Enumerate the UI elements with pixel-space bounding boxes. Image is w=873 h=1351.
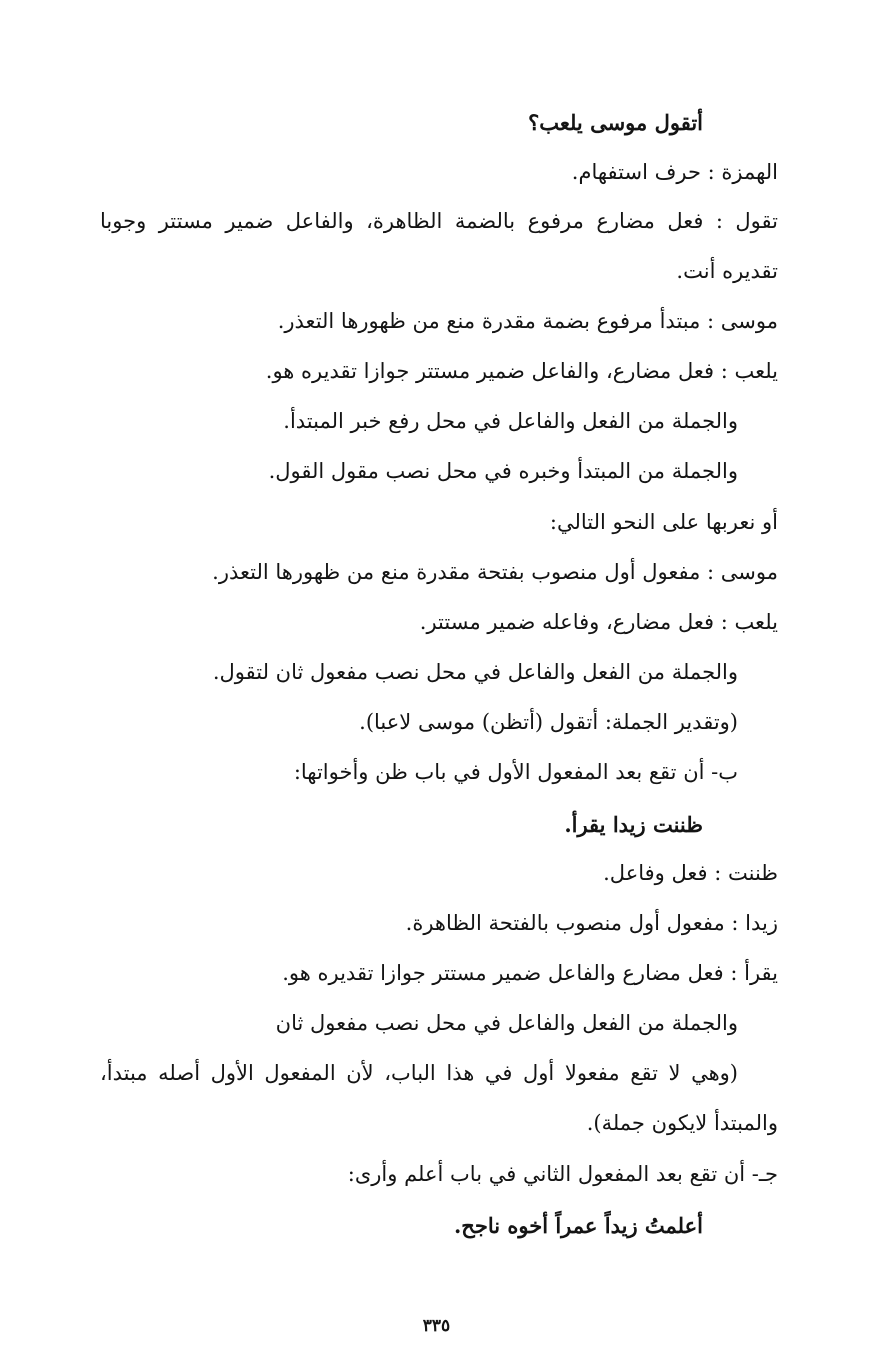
text-line: والمبتدأ لايكون جملة).	[586, 1111, 778, 1135]
text-line: الهمزة : حرف استفهام.	[571, 160, 778, 184]
text-line: موسى : مفعول أول منصوب بفتحة مقدرة منع من ظهورها التعذر.	[212, 560, 778, 584]
page-number: ٣٣٥	[422, 1316, 451, 1336]
example-sentence: أتقول موسى يلعب؟	[528, 110, 703, 135]
section-heading-j: جـ- أن تقع بعد المفعول الثاني في باب أعلم وأرى:	[347, 1162, 778, 1186]
text-line: (وتقدير الجملة: أتقول (أتظن) موسى لاعبا).	[359, 710, 738, 734]
text-line: والجملة من الفعل والفاعل في محل نصب مفعول ثان لتقول.	[212, 660, 738, 684]
text-line: يلعب : فعل مضارع، والفاعل ضمير مستتر جوازا تقديره هو.	[265, 359, 778, 383]
text-line: تقول : فعل مضارع مرفوع بالضمة الظاهرة، والفاعل ضمير مستتر وجوبا	[100, 209, 778, 233]
example-sentence: ظننت زيدا يقرأ.	[564, 812, 703, 837]
text-line: يقرأ : فعل مضارع والفاعل ضمير مستتر جوازا تقديره هو.	[282, 961, 778, 985]
text-line: موسى : مبتدأ مرفوع بضمة مقدرة منع من ظهورها التعذر.	[277, 309, 778, 333]
text-line: ظننت : فعل وفاعل.	[603, 861, 778, 885]
example-sentence: أعلمتُ زيداً عمراً أخوه ناجح.	[453, 1213, 703, 1238]
text-line: تقديره أنت.	[676, 259, 778, 283]
text-line: زيدا : مفعول أول منصوب بالفتحة الظاهرة.	[405, 911, 778, 935]
text-line: يلعب : فعل مضارع، وفاعله ضمير مستتر.	[419, 610, 778, 634]
text-line: أو نعربها على النحو التالي:	[549, 510, 778, 534]
text-line: والجملة من الفعل والفاعل في محل رفع خبر المبتدأ.	[283, 409, 738, 433]
text-line: والجملة من الفعل والفاعل في محل نصب مفعول ثان	[275, 1011, 738, 1035]
text-line: والجملة من المبتدأ وخبره في محل نصب مقول القول.	[268, 459, 738, 483]
text-line: (وهي لا تقع مفعولا أول في هذا الباب، لأن المفعول الأول أصله مبتدأ،	[100, 1061, 738, 1085]
section-heading-b: ب- أن تقع بعد المفعول الأول في باب ظن وأخواتها:	[293, 760, 738, 784]
